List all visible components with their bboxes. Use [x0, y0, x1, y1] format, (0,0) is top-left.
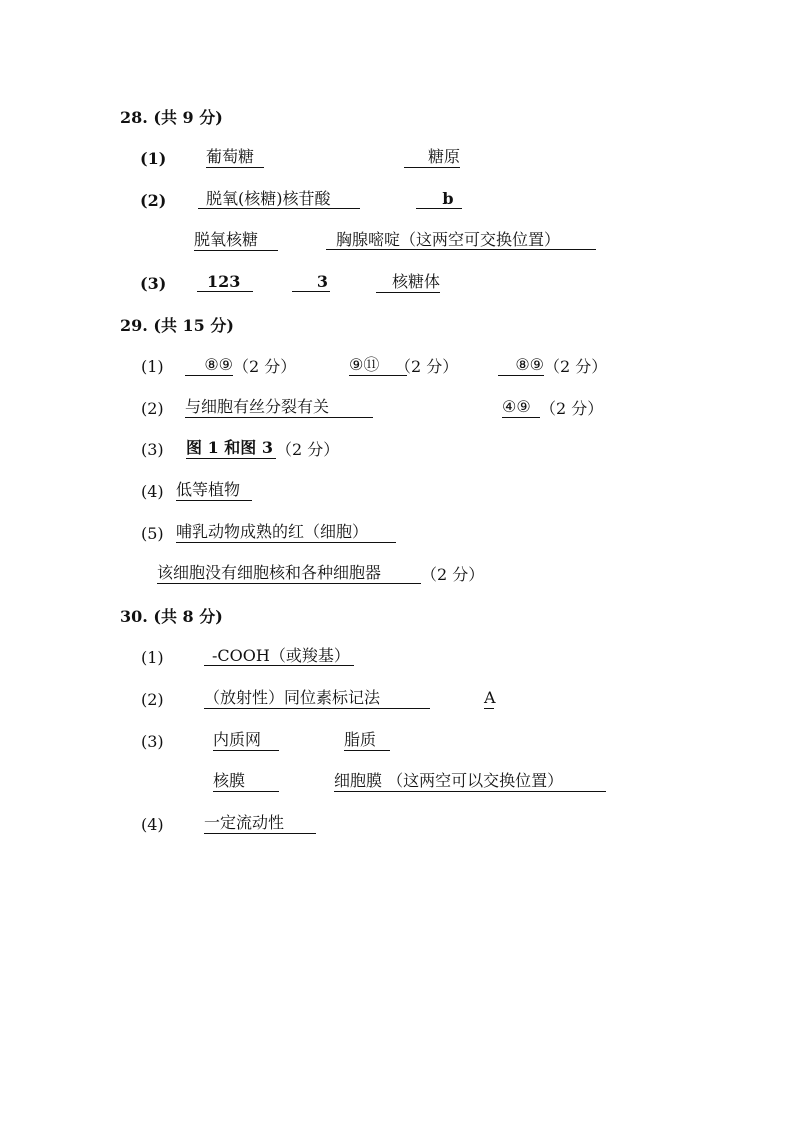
q30-part1-number: (1) [141, 648, 164, 667]
q30-part4-answer-a: 一定流动性 [204, 813, 316, 834]
q28-part2-answer-c: 脱氧核糖 [194, 230, 278, 251]
q30-part3-answer-c: 核膜 [213, 771, 279, 792]
q29-part2-number: (2) [141, 399, 164, 418]
q29-part5-score-b: （2 分） [421, 565, 485, 584]
q28-part1-number: (1) [140, 149, 167, 168]
q30-heading: 30. (共 8 分) [120, 607, 223, 626]
q30-part2-answer-a: （放射性）同位素标记法 [204, 688, 430, 709]
q29-part5-answer-a: 哺乳动物成熟的红（细胞） [176, 522, 396, 543]
q30-part1-answer-a: -COOH（或羧基） [204, 646, 354, 666]
q29-part1-answer-b: ⑨⑪ [349, 355, 407, 376]
q29-part4-answer-a: 低等植物 [176, 480, 252, 501]
q29-part3-score-a: （2 分） [276, 440, 340, 459]
q29-part2-score-b: （2 分） [540, 399, 604, 418]
q29-part5-number: (5) [141, 524, 164, 543]
q28-part3-answer-a: 123 [197, 272, 253, 292]
q29-part1-score-b: （2 分） [395, 357, 459, 376]
q29-part4-number: (4) [141, 482, 164, 501]
q29-part3-answer-a: 图 1 和图 3 [186, 438, 276, 459]
q29-part2-answer-a: 与细胞有丝分裂有关 [185, 397, 373, 418]
q30-part3-answer-b: 脂质 [344, 730, 390, 751]
q30-part3-answer-a: 内质网 [213, 730, 279, 751]
q28-part3-number: (3) [140, 274, 167, 293]
q28-part1-answer-b: 糖原 [404, 147, 460, 168]
q30-part4-number: (4) [141, 815, 164, 834]
q30-part3-number: (3) [141, 732, 164, 751]
q29-part2-answer-b: ④⑨ [502, 397, 540, 418]
q29-part3-number: (3) [141, 440, 164, 459]
q29-part1-answer-c: ⑧⑨ [498, 355, 544, 376]
q28-part2-answer-b: b [416, 189, 462, 209]
q28-part2-answer-d: 胸腺嘧啶（这两空可交换位置） [326, 230, 596, 250]
q28-part2-answer-a: 脱氧(核糖)核苷酸 [198, 189, 360, 209]
q28-part3-answer-c: 核糖体 [376, 272, 440, 293]
q28-part2-number: (2) [140, 191, 167, 210]
q29-part1-score-c: （2 分） [544, 357, 608, 376]
q30-part3-answer-d: 细胞膜 （这两空可以交换位置） [334, 771, 606, 792]
q29-part1-number: (1) [141, 357, 164, 376]
q29-part5-answer-b: 该细胞没有细胞核和各种细胞器 [157, 563, 421, 584]
q29-part1-score-a: （2 分） [233, 357, 297, 376]
q28-heading: 28. (共 9 分) [120, 108, 223, 127]
q29-heading: 29. (共 15 分) [120, 316, 234, 335]
q30-part2-answer-b: A [484, 688, 496, 707]
q29-part1-answer-a: ⑧⑨ [185, 355, 233, 376]
q30-part2-number: (2) [141, 690, 164, 709]
q28-part1-answer-a: 葡萄糖 [206, 147, 264, 168]
q28-part3-answer-b: 3 [292, 272, 330, 292]
